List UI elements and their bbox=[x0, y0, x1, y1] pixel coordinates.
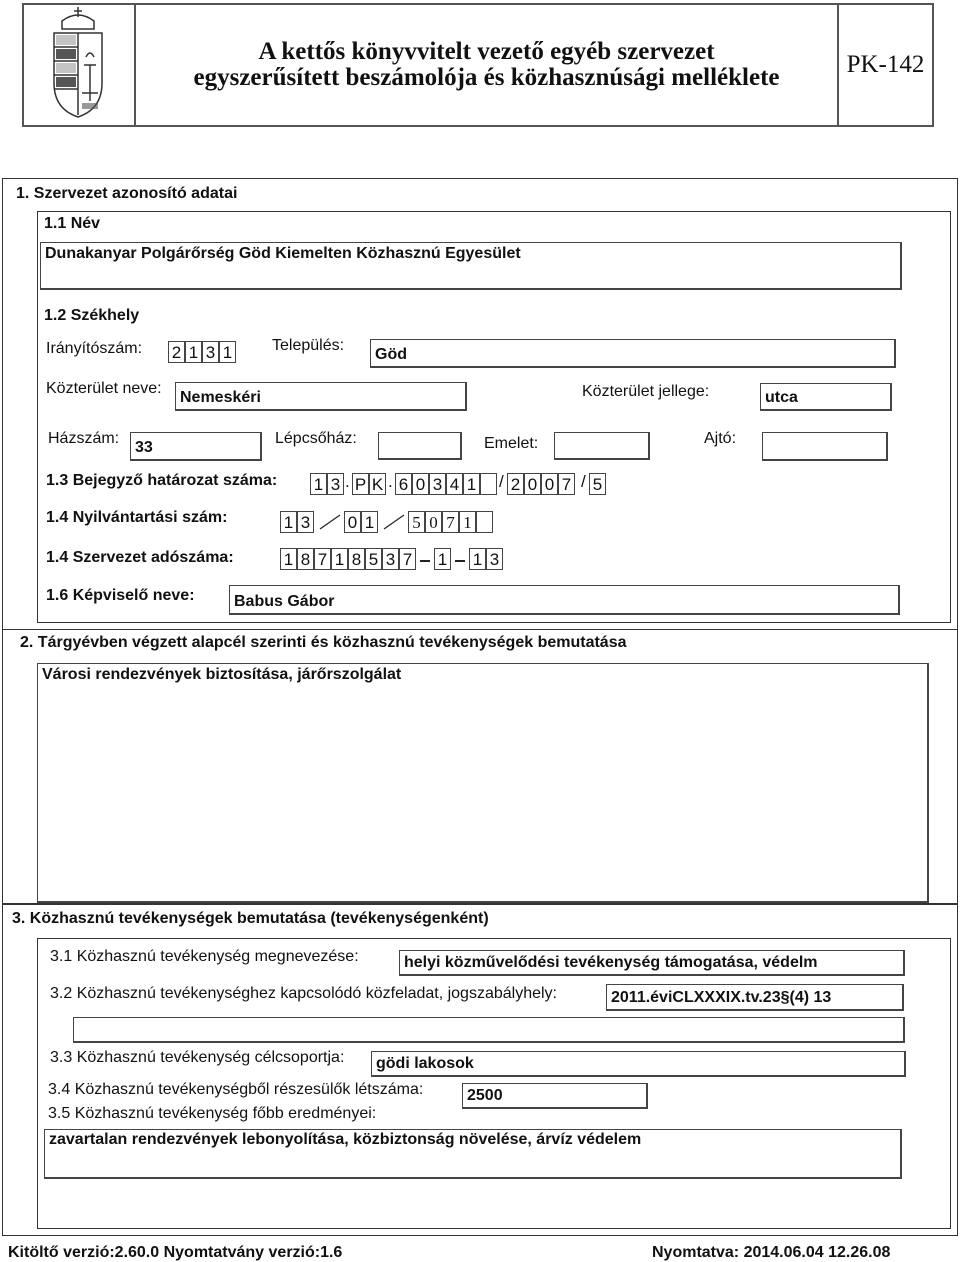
digit-cell[interactable]: 3 bbox=[297, 511, 314, 533]
digit-cell[interactable]: 7 bbox=[442, 511, 459, 533]
floor-field[interactable] bbox=[554, 432, 650, 460]
digit-cell[interactable]: 1 bbox=[459, 511, 476, 533]
tax-label: 1.4 Szervezet adószáma: bbox=[46, 549, 234, 566]
street-type-label: Közterület jellege: bbox=[582, 383, 710, 400]
city-field[interactable] bbox=[370, 339, 896, 368]
digit-cell[interactable]: 3 bbox=[486, 548, 503, 570]
city-value: Göd bbox=[375, 346, 407, 363]
street-field[interactable] bbox=[175, 382, 467, 411]
count-field[interactable] bbox=[462, 1083, 648, 1109]
stair-field[interactable] bbox=[378, 432, 462, 460]
digit-cell[interactable]: 1 bbox=[280, 511, 297, 533]
digit-cell[interactable]: 1 bbox=[434, 548, 451, 570]
digit-cell[interactable]: 0 bbox=[412, 473, 429, 495]
form-header bbox=[22, 3, 934, 127]
dash-separator bbox=[420, 560, 430, 562]
slash-separator bbox=[382, 511, 406, 533]
digit-cell[interactable]: 3 bbox=[382, 548, 399, 570]
stair-label: Lépcsőház: bbox=[275, 430, 357, 447]
activities-textarea[interactable] bbox=[37, 663, 929, 903]
name-field[interactable] bbox=[40, 242, 902, 290]
tax-number-cells[interactable] bbox=[280, 547, 510, 571]
form-title bbox=[136, 5, 839, 125]
section-2-title: 2. Tárgyévben végzett alapcél szerinti és közhasznú tevékenységek bemutatása bbox=[20, 634, 627, 651]
digit-cell[interactable]: K bbox=[369, 473, 386, 495]
activity-label: 3.1 Közhasznú tevékenység megnevezése: bbox=[50, 948, 359, 965]
activity-field[interactable] bbox=[399, 950, 905, 976]
digit-cell[interactable]: 3 bbox=[429, 473, 446, 495]
seat-label: 1.2 Székhely bbox=[44, 307, 140, 324]
digit-cell[interactable]: 3 bbox=[202, 341, 219, 363]
digit-cell[interactable]: 1 bbox=[331, 548, 348, 570]
digit-cell[interactable]: 7 bbox=[558, 473, 575, 495]
task-label: 3.2 Közhasznú tevékenységhez kapcsolódó közfeladat, jogszabályhely: bbox=[50, 985, 557, 1002]
floor-label: Emelet: bbox=[484, 435, 539, 452]
footer-printed: Nyomtatva: 2014.06.04 12.26.08 bbox=[652, 1244, 891, 1261]
results-value: zavartalan rendezvények lebonyolítása, közbiztonság növelése, árvíz védelem bbox=[49, 1131, 642, 1148]
footer-version: Kitöltő verzió:2.60.0 Nyomtatvány verzió:1.6 bbox=[8, 1244, 343, 1261]
results-textarea[interactable] bbox=[44, 1129, 902, 1179]
slash-separator: / bbox=[581, 472, 586, 491]
house-label: Házszám: bbox=[48, 430, 120, 447]
digit-cell[interactable]: 7 bbox=[314, 548, 331, 570]
zip-cells[interactable] bbox=[168, 340, 240, 362]
target-value: gödi lakosok bbox=[376, 1055, 474, 1072]
decision-number-cells[interactable] bbox=[310, 472, 610, 496]
slash-separator bbox=[318, 511, 342, 533]
digit-cell[interactable]: 6 bbox=[395, 473, 412, 495]
digit-cell[interactable]: 5 bbox=[589, 473, 606, 495]
dot-separator: . bbox=[345, 472, 350, 491]
digit-cell[interactable]: P bbox=[352, 473, 369, 495]
slash-separator: / bbox=[499, 472, 504, 491]
digit-cell[interactable]: 2 bbox=[168, 341, 185, 363]
zip-label: Irányítószám: bbox=[46, 340, 143, 357]
house-value: 33 bbox=[135, 439, 153, 456]
digit-cell[interactable]: 3 bbox=[327, 473, 344, 495]
digit-cell[interactable]: 0 bbox=[524, 473, 541, 495]
dot-separator: . bbox=[388, 472, 393, 491]
results-label: 3.5 Közhasznú tevékenység főbb eredményei: bbox=[48, 1105, 377, 1122]
count-value: 2500 bbox=[467, 1087, 503, 1104]
digit-cell[interactable]: 1 bbox=[185, 341, 202, 363]
digit-cell[interactable]: 8 bbox=[348, 548, 365, 570]
title-line-1: A kettős könyvvitelt vezető egyéb szervezet bbox=[258, 38, 715, 65]
digit-cell[interactable]: 1 bbox=[469, 548, 486, 570]
street-label: Közterület neve: bbox=[46, 380, 162, 397]
digit-cell[interactable]: 4 bbox=[446, 473, 463, 495]
digit-cell[interactable]: 0 bbox=[344, 511, 361, 533]
task-field[interactable] bbox=[606, 984, 904, 1011]
digit-cell[interactable]: 1 bbox=[280, 548, 297, 570]
representative-field[interactable] bbox=[229, 585, 900, 615]
representative-value: Babus Gábor bbox=[234, 593, 335, 610]
name-value: Dunakanyar Polgárőrség Göd Kiemelten Közhasznú Egyesület bbox=[45, 245, 521, 262]
hungarian-coat-of-arms-icon bbox=[24, 5, 132, 123]
digit-cell[interactable]: 5 bbox=[408, 511, 425, 533]
activity-value: helyi közművelődési tevékenység támogatása, védelm bbox=[404, 954, 818, 971]
digit-cell[interactable]: 0 bbox=[425, 511, 442, 533]
dash-separator bbox=[455, 560, 465, 562]
door-field[interactable] bbox=[762, 432, 888, 461]
digit-cell[interactable] bbox=[480, 473, 497, 495]
digit-cell[interactable]: 1 bbox=[463, 473, 480, 495]
count-label: 3.4 Közhasznú tevékenységből részesülők létszáma: bbox=[48, 1081, 424, 1098]
coat-of-arms-logo bbox=[24, 5, 136, 125]
digit-cell[interactable]: 1 bbox=[310, 473, 327, 495]
digit-cell[interactable]: 1 bbox=[361, 511, 378, 533]
street-value: Nemeskéri bbox=[180, 389, 261, 406]
digit-cell[interactable]: 5 bbox=[365, 548, 382, 570]
door-label: Ajtó: bbox=[704, 430, 737, 447]
city-label: Település: bbox=[272, 337, 345, 354]
title-line-2: egyszerűsített beszámolója és közhasznúsági melléklete bbox=[193, 64, 780, 91]
target-field[interactable] bbox=[371, 1051, 906, 1077]
digit-cell[interactable]: 2 bbox=[507, 473, 524, 495]
form-code: PK-142 bbox=[846, 51, 925, 78]
decision-label: 1.3 Bejegyző határozat száma: bbox=[46, 472, 278, 489]
street-type-value: utca bbox=[765, 389, 798, 406]
task-value: 2011.éviCLXXXIX.tv.23§(4) 13 bbox=[611, 989, 832, 1006]
street-type-field[interactable] bbox=[760, 383, 892, 411]
section-3-title: 3. Közhasznú tevékenységek bemutatása (tevékenységenként) bbox=[12, 910, 489, 927]
digit-cell[interactable]: 0 bbox=[541, 473, 558, 495]
target-label: 3.3 Közhasznú tevékenység célcsoportja: bbox=[50, 1049, 345, 1066]
task-field-continued[interactable] bbox=[73, 1017, 905, 1043]
digit-cell[interactable]: 7 bbox=[399, 548, 416, 570]
house-field[interactable] bbox=[130, 432, 262, 461]
registration-number-cells[interactable] bbox=[280, 510, 510, 534]
digit-cell[interactable]: 8 bbox=[297, 548, 314, 570]
digit-cell[interactable]: 1 bbox=[219, 341, 236, 363]
registration-label: 1.4 Nyilvántartási szám: bbox=[46, 509, 228, 526]
digit-cell[interactable] bbox=[476, 511, 493, 533]
name-label: 1.1 Név bbox=[44, 215, 101, 232]
representative-label: 1.6 Képviselő neve: bbox=[46, 587, 195, 604]
section-1-title: 1. Szervezet azonosító adatai bbox=[16, 185, 238, 202]
activities-text: Városi rendezvények biztosítása, járőrszolgálat bbox=[42, 666, 402, 683]
